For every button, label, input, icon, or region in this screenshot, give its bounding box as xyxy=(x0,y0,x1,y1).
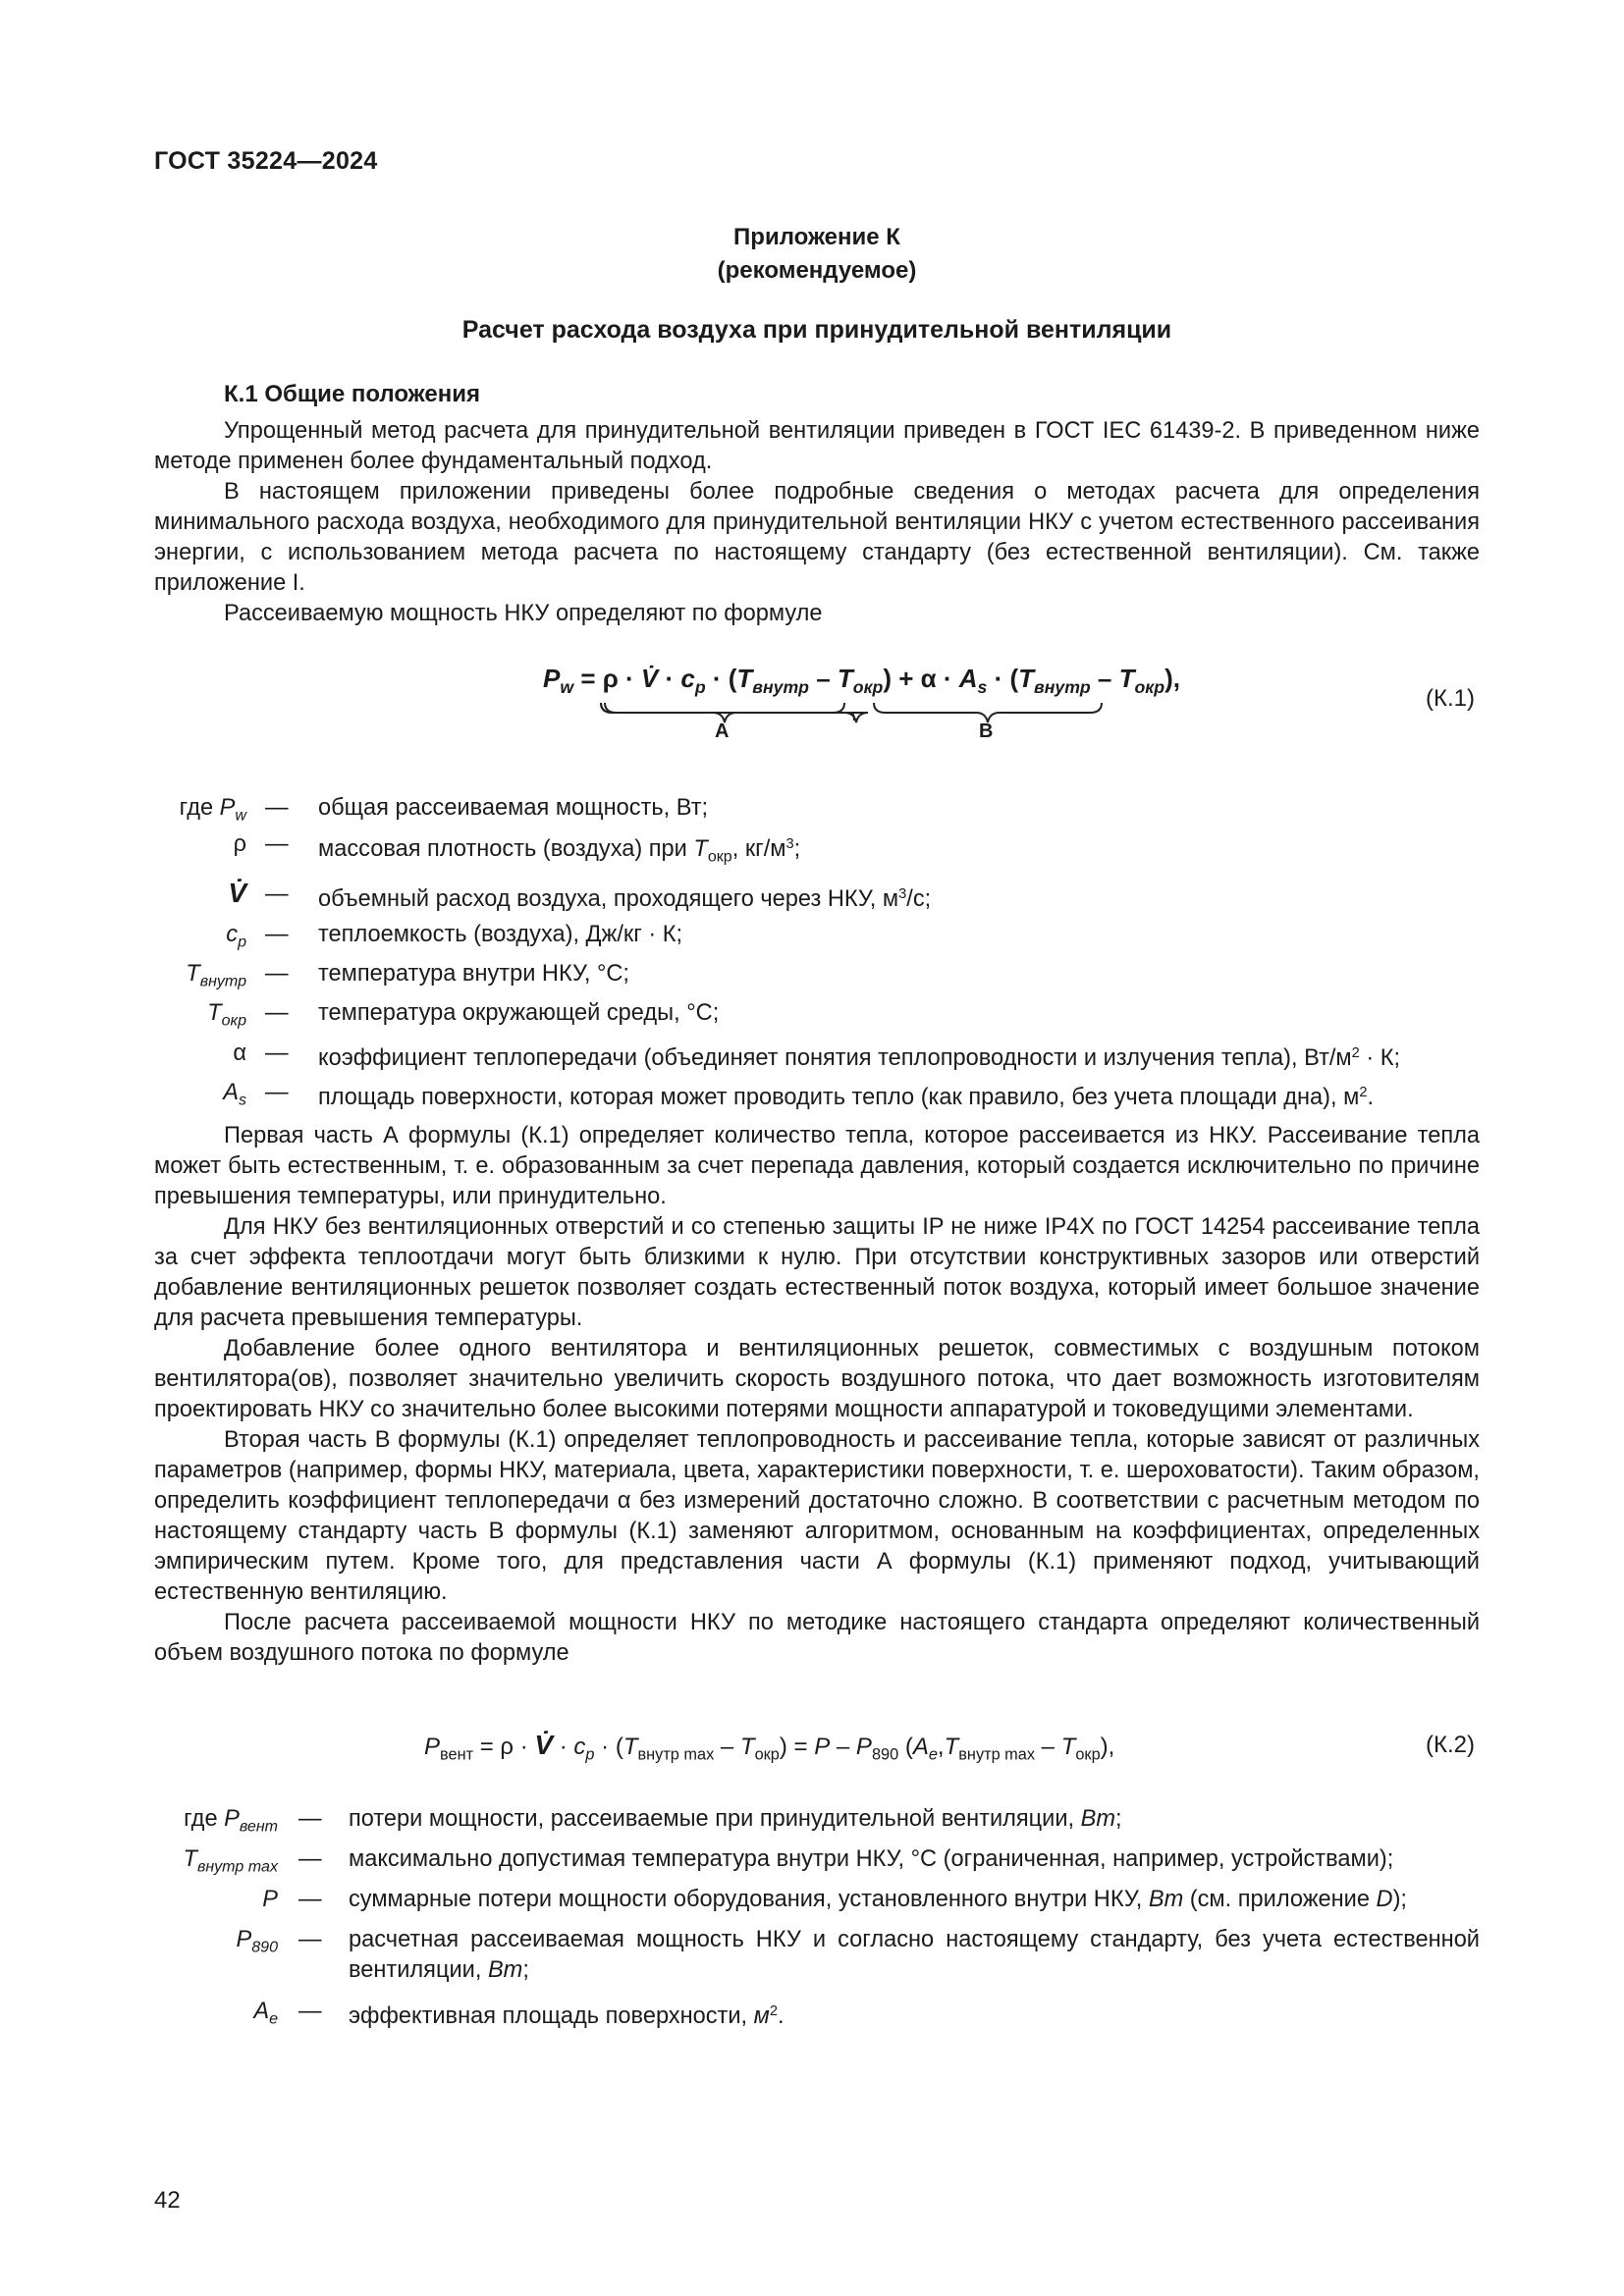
appendix-heading: Расчет расхода воздуха при принудительной вентиляции xyxy=(461,316,1172,344)
def-symbol: где $P_{вент}$ xyxy=(184,1806,278,1836)
def-text: температура окружающей среды, °С; xyxy=(318,1000,720,1026)
definitions-k1: где $P_w$ — общая рассеиваемая мощность, Вт; ρ — массовая плотность (воздуха) при $T_{окр}$, $кг/м^3$; V̇ — объемный расход воздуха, проходящего через НКУ, $м^3/с$; $c_p$ — теплоемкость (воздуха), Дж/кг · К; $T_{внутр}$ — температура внутри НКУ, °С; $T_{окр}$ — температура окружающей среды, °С; α — коэффициент теплопередачи (объединяет понятия теплопроводности и излучения тепла), $Вт/м^2 \cdot К$; $A_s$ — площадь поверхности, которая может проводить тепло (как правило, без учета площади дна), $м^2$. xyxy=(154,793,1480,1117)
appendix-subtitle: (рекомендуемое) xyxy=(717,257,917,284)
def-symbol: $A_s$ xyxy=(223,1080,246,1109)
def-symbol: P xyxy=(262,1887,278,1912)
def-symbol: $T_{внутр}$ xyxy=(186,961,246,990)
def-text: суммарные потери мощности оборудования, установленного внутри НКУ, Вт (см. приложение D); xyxy=(349,1887,1407,1912)
def-symbol: $P_{890}$ xyxy=(236,1927,278,1956)
body-paragraphs xyxy=(154,1121,1480,1669)
intro-paragraphs xyxy=(154,416,1480,629)
def-text: коэффициент теплопередачи (объединяет понятия теплопроводности и излучения тепла), $Вт/м^2 \cdot К$; xyxy=(318,1045,1401,1072)
page-number: 42 xyxy=(154,2187,181,2214)
def-symbol: $A_e$ xyxy=(253,1999,278,2028)
formula-k1: $P_w = \rho$ · V̇ · $c_p \cdot (T_{внутр} - T_{окр}) + \alpha \cdot A_s \cdot (T_{внутр} - T_{окр})$, xyxy=(543,664,1180,698)
def-text: теплоемкость (воздуха), Дж/кг · К; xyxy=(318,922,683,947)
formula-k2-number: (К.2) xyxy=(1426,1732,1475,1758)
paragraph: В настоящем приложении приведены более подробные сведения о методах расчета для определения минимального расхода воздуха, необходимого для принудительной вентиляции НКУ с учетом естественного рассеивания энергии, с использованием метода расчета по настоящему стандарту (без естественной вентиляции). См. также приложение I. xyxy=(154,479,1480,596)
paragraph: Рассеиваемую мощность НКУ определяют по формуле xyxy=(224,601,823,626)
definitions-k2: где $P_{вент}$ — потери мощности, рассеиваемые при принудительной вентиляции, Вт; $T_{внутр max}$ — максимально допустимая температура внутри НКУ, °С (ограниченная, например, устройствами); P — суммарные потери мощности оборудования, установленного внутри НКУ, Вт (см. приложение D); $P_{890}$ — расчетная рассеиваемая мощность НКУ и согласно настоящему стандарту, без учета естественной вентиляции, Вт; $A_e$ — эффективная площадь поверхности, $м^2$. xyxy=(154,1804,1480,2050)
document-header: ГОСТ 35224—2024 xyxy=(154,147,378,175)
formula-k1-number: (К.1) xyxy=(1426,685,1475,712)
def-text: потери мощности, рассеиваемые при принудительной вентиляции, Вт; xyxy=(349,1806,1122,1832)
def-text: объемный расход воздуха, проходящего через НКУ, $м^3/с$; xyxy=(318,886,932,913)
appendix-title: Приложение К xyxy=(733,224,900,250)
def-symbol: α xyxy=(233,1041,246,1066)
paragraph: Упрощенный метод расчета для принудительной вентиляции приведен в ГОСТ IEC 61439-2. В приведенном ниже методе применен более фундаментальный подход. xyxy=(154,418,1480,474)
def-text: массовая плотность (воздуха) при $T_{окр}$, $кг/м^3$; xyxy=(318,836,801,866)
def-text: максимально допустимая температура внутри НКУ, °С (ограниченная, например, устройствами); xyxy=(349,1846,1394,1872)
def-text: площадь поверхности, которая может проводить тепло (как правило, без учета площади дна), $м^2$. xyxy=(318,1085,1375,1111)
def-text: общая рассеиваемая мощность, Вт; xyxy=(318,795,709,821)
def-symbol: ρ xyxy=(233,831,246,857)
brace-a-label: A xyxy=(715,721,730,742)
paragraph: Добавление более одного вентилятора и вентиляционных решеток, совместимых с воздушным потоком вентилятора(ов), позволяет значительно увеличить скорость воздушного потока, что дает возможность изготовителям проектировать НКУ со значительно более высокими потерями мощности аппаратурой и токоведущими элементами. xyxy=(154,1336,1480,1422)
brace-b-label: B xyxy=(979,721,994,742)
def-text: температура внутри НКУ, °С; xyxy=(318,961,629,987)
def-symbol: V̇ xyxy=(228,878,246,908)
def-symbol: где $P_w$ xyxy=(179,795,246,825)
def-text: расчетная рассеиваемая мощность НКУ и согласно настоящему стандарту, без учета естественной вентиляции, Вт; xyxy=(349,1927,1480,1983)
section-heading: К.1 Общие положения xyxy=(224,381,480,407)
paragraph: Первая часть А формулы (К.1) определяет количество тепла, которое рассеивается из НКУ. Рассеивание тепла может быть естественным, т. е. образованным за счет перепада давления, который создается исключительно по причине превышения температуры, или принудительно. xyxy=(154,1123,1480,1209)
paragraph: Вторая часть В формулы (К.1) определяет теплопроводность и рассеивание тепла, которые зависят от различных параметров (например, формы НКУ, материала, цвета, характеристики поверхности, т. е. шероховатости). Таким образом, определить коэффициент теплопередачи α без измерений достаточно сложно. В соответствии с расчетным методом по настоящему стандарту часть В формулы (К.1) заменяют алгоритмом, основанным на коэффициентах, определенных эмпирическим путем. Кроме того, для представления части А формулы (К.1) применяют подход, учитывающий естественную вентиляцию. xyxy=(154,1427,1480,1605)
paragraph: После расчета рассеиваемой мощности НКУ по методике настоящего стандарта определяют количественный объем воздушного потока по формуле xyxy=(154,1610,1480,1666)
def-symbol: $T_{внутр max}$ xyxy=(183,1846,278,1876)
formula-k2: $P_{вент} = \rho$ · V̇ · $c_p \cdot (T_{внутр max} - T_{окр}) = P - P_{890}$ $(A_e,T_{внутр max} - T_{окр})$, xyxy=(424,1730,1115,1764)
def-text: эффективная площадь поверхности, $м^2$. xyxy=(349,2003,785,2030)
paragraph: Для НКУ без вентиляционных отверстий и со степенью защиты IP не ниже IP4X по ГОСТ 14254 рассеивание тепла за счет эффекта теплоотдачи могут быть близкими к нулю. При отсутствии конструктивных зазоров или отверстий добавление вентиляционных решеток позволяет создать естественный поток воздуха, который имеет большое значение для расчета превышения температуры. xyxy=(154,1214,1480,1331)
def-symbol: $T_{окр}$ xyxy=(207,1000,246,1030)
def-symbol: $c_p$ xyxy=(226,922,246,951)
